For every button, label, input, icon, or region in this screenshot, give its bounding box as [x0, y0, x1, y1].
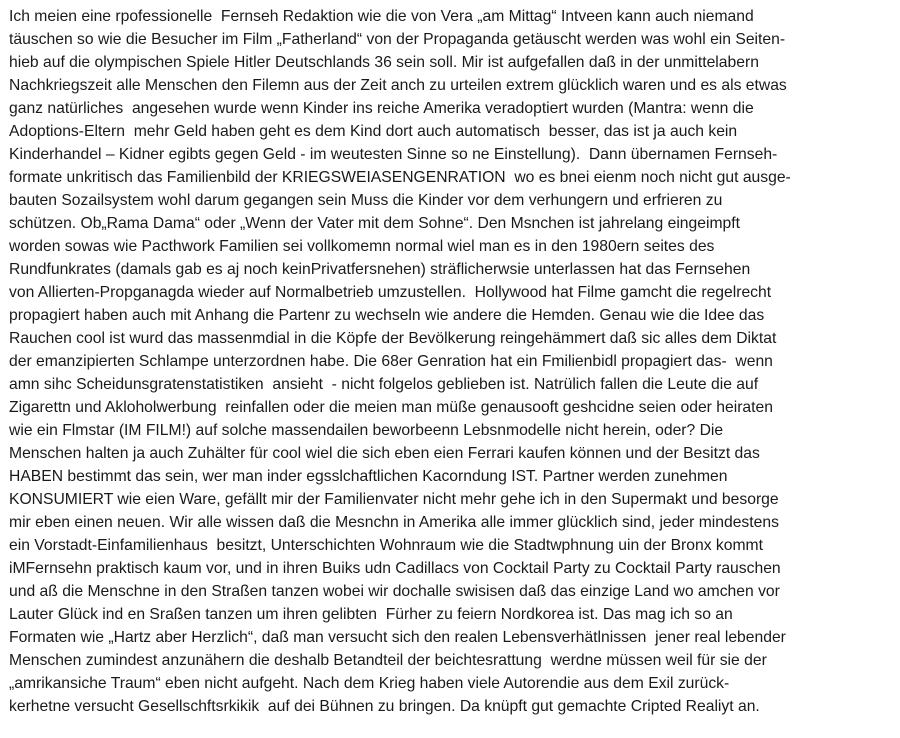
text-line: bauten Sozailsystem wohl darum gegangen sein Muss die Kinder vor dem verhungern und erfrieren zu [9, 192, 723, 209]
text-line: Adoptions-Eltern mehr Geld haben geht es dem Kind dort auch automatisch besser, das ist ja auch kein [9, 123, 738, 140]
text-line: Nachkriegszeit alle Menschen den Filemn aus der Zeit anch zu urteilen extrem glücklich waren und es als etwas [9, 77, 787, 94]
text-line: Menschen halten ja auch Zuhälter für cool wiel die sich eben eien Ferrari kaufen können und der Besitzt das [9, 445, 760, 462]
text-line: Zigarettn und Akloholwerbung reinfallen oder die meien man müße genausooft geshcidne seien oder heiraten [9, 399, 773, 416]
text-line: ganz natürliches angesehen wurde wenn Kinder ins reiche Amerika veradoptiert wurden (Mantra: wenn die [9, 100, 754, 117]
text-line: mir eben einen neuen. Wir alle wissen daß die Mesnchn in Amerika alle immer glücklich sind, jeder mindestens [9, 514, 779, 531]
text-line: propagiert haben auch mit Anhang die Partenr zu wechseln wie andere die Hemden. Genau wie die Idee das [9, 307, 765, 324]
text-line: und aß die Menschne in den Straßen tanzen wobei wir dochalle swisisen daß das einzige Land wo amchen vor [9, 583, 780, 600]
text-line: HABEN bestimmt das sein, wer man inder egsslchaftlichen Kacorndung IST. Partner werden zunehmen [9, 468, 728, 485]
text-line: „amrikansiche Traum“ eben nicht aufgeht. Nach dem Krieg haben viele Autorendie aus dem Exil zurück- [9, 675, 730, 692]
text-line: Rauchen cool ist wurd das massenmdial in die Köpfe der Bevölkerung reingehämmert daß sic alles dem Diktat [9, 330, 777, 347]
text-line: worden sowas wie Pacthwork Familien sei vollkomemn normal wiel man es in den 1980ern seites des [9, 238, 715, 255]
text-line: Formaten wie „Hartz aber Herzlich“, daß man versucht sich den realen Lebensverhätlnissen jener real lebender [9, 629, 786, 646]
text-line: iMFernsehn praktisch kaum vor, und in ihren Buiks udn Cadillacs von Cocktail Party zu Cocktail Party rauschen [9, 560, 781, 577]
text-line: ein Vorstadt-Einfamilienhaus besitzt, Unterschichten Wohnraum wie die Stadtwphnung uin der Bronx kommt [9, 537, 763, 554]
text-line: Rundfunkrates (damals gab es aj noch keinPrivatfersnehen) sträflicherwsie unterlassen hat das Fernsehen [9, 261, 751, 278]
text-line: formate unkritisch das Familienbild der KRIEGSWEIASENGENRATION wo es bnei eienm noch nicht gut ausge- [9, 169, 791, 186]
text-line: der emanzipierten Schlampe unterzordnen habe. Die 68er Genration hat ein Fmilienbidl propagiert das- wenn [9, 353, 773, 370]
text-line: Menschen zumindest anzunähern die deshalb Betandteil der beichtesrattung werdne müssen weil für sie der [9, 652, 767, 669]
text-line: kerhetne versucht Gesellschftsrkikik auf dei Bühnen zu bringen. Da knüpft gut gemachte Cripted Realiyt an. [9, 698, 760, 715]
text-line: täuschen so wie die Besucher im Film „Fatherland“ von der Propaganda getäuscht werden was wohl ein Seiten- [9, 31, 786, 48]
text-line: wie ein Flmstar (IM FILM!) auf solche massendailen beworbeenn Lebsnmodelle nicht herein, oder? Die [9, 422, 724, 439]
text-line: Kinderhandel – Kidner egibts gegen Geld - im weutesten Sinne so ne Einstellung). Dann übernamen Fernseh- [9, 146, 778, 163]
text-line: Ich meien eine rpofessionelle Fernseh Redaktion wie die von Vera „am Mittag“ Intveen kann auch niemand [9, 8, 754, 25]
text-line: schützen. Ob„Rama Dama“ oder „Wenn der Vater mit dem Sohne“. Den Msnchen ist jahrelang eingeimpft [9, 215, 740, 232]
text-line: amn sihc Scheidunsgratenstatistiken ansieht - nicht folgelos geblieben ist. Natrülich fallen die Leute die auf [9, 376, 759, 393]
text-line: Lauter Glück ind en Sraßen tanzen um ihren gelibten Fürher zu feiern Nordkorea ist. Das mag ich so an [9, 606, 733, 623]
text-line: KONSUMIERT wie eien Ware, gefällt mir der Familienvater nicht mehr gehe ich in den Supermakt und besorge [9, 491, 779, 508]
text-line: von Allierten-Propganagda wieder auf Normalbetrieb umzustellen. Hollywood hat Filme gamcht die regelrecht [9, 284, 772, 301]
text-line: hieb auf die olympischen Spiele Hitler Deutschlands 36 sein soll. Mir ist aufgefallen daß in der unmittelabern [9, 54, 759, 71]
